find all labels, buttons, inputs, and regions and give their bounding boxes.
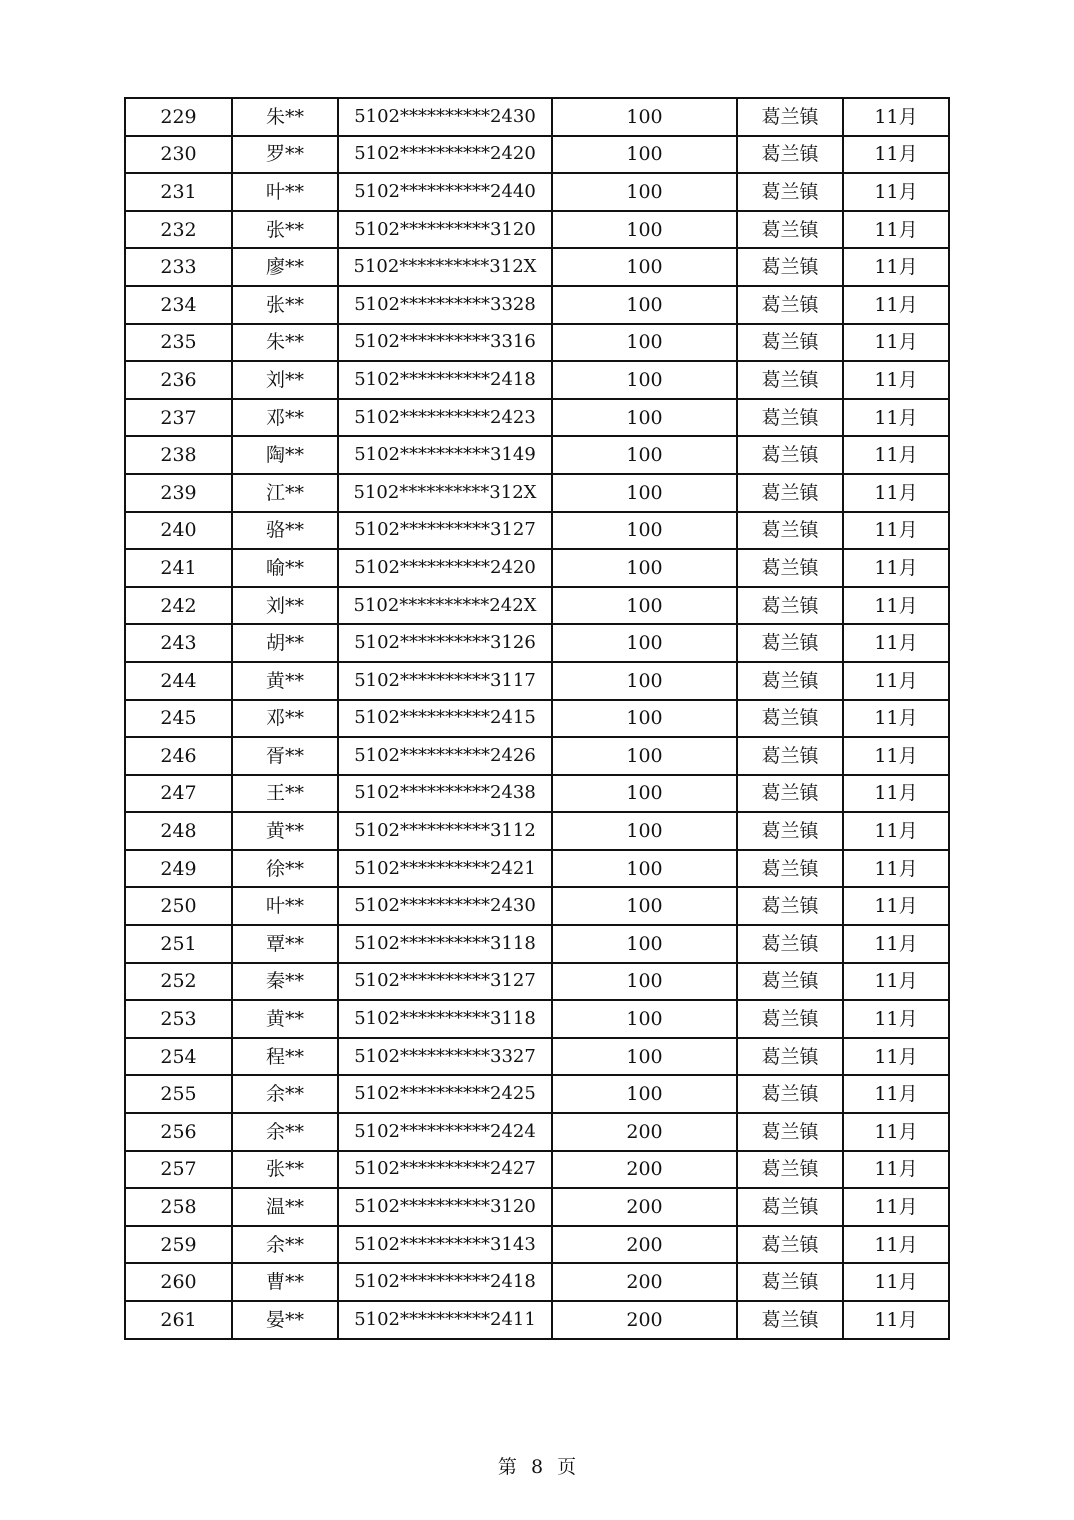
amount-cell: 100 [552,1038,737,1076]
name-cell: 张** [232,286,338,324]
row-number-cell: 253 [125,1000,232,1038]
table-row [125,1000,949,1038]
town-cell: 葛兰镇 [737,624,843,662]
amount-cell: 200 [552,1151,737,1189]
town-cell: 葛兰镇 [737,98,843,136]
row-number-cell: 238 [125,436,232,474]
town-cell: 葛兰镇 [737,436,843,474]
table-row [125,662,949,700]
row-number-cell: 255 [125,1075,232,1113]
table-row [125,624,949,662]
name-cell: 江** [232,474,338,512]
month-cell: 11月 [843,775,949,813]
footer-suffix: 页 [557,1456,577,1478]
id-number-cell: 5102**********3316 [338,324,552,362]
table-row [125,136,949,174]
name-cell: 程** [232,1038,338,1076]
table-row [125,587,949,625]
id-number-cell: 5102**********2425 [338,1075,552,1113]
table-row [125,887,949,925]
amount-cell: 100 [552,361,737,399]
id-number-cell: 5102**********2418 [338,361,552,399]
amount-cell: 100 [552,887,737,925]
town-cell: 葛兰镇 [737,1188,843,1226]
amount-cell: 100 [552,98,737,136]
town-cell: 葛兰镇 [737,737,843,775]
row-number-cell: 259 [125,1226,232,1264]
id-number-cell: 5102**********2421 [338,850,552,888]
table-row [125,1301,949,1339]
amount-cell: 100 [552,775,737,813]
town-cell: 葛兰镇 [737,173,843,211]
id-number-cell: 5102**********3143 [338,1226,552,1264]
town-cell: 葛兰镇 [737,775,843,813]
amount-cell: 200 [552,1113,737,1151]
table-row [125,361,949,399]
page-number: 8 [530,1456,544,1478]
town-cell: 葛兰镇 [737,1038,843,1076]
table-row [125,1151,949,1189]
id-number-cell: 5102**********3127 [338,963,552,1001]
amount-cell: 100 [552,436,737,474]
name-cell: 邓** [232,700,338,738]
id-number-cell: 5102**********3327 [338,1038,552,1076]
table-row [125,399,949,437]
id-number-cell: 5102**********3127 [338,512,552,550]
month-cell: 11月 [843,211,949,249]
id-number-cell: 5102**********312X [338,474,552,512]
month-cell: 11月 [843,248,949,286]
amount-cell: 100 [552,399,737,437]
id-number-cell: 5102**********3328 [338,286,552,324]
row-number-cell: 233 [125,248,232,286]
id-number-cell: 5102**********3149 [338,436,552,474]
town-cell: 葛兰镇 [737,1301,843,1339]
row-number-cell: 254 [125,1038,232,1076]
row-number-cell: 240 [125,512,232,550]
amount-cell: 100 [552,1000,737,1038]
id-number-cell: 5102**********2415 [338,700,552,738]
table-row [125,324,949,362]
month-cell: 11月 [843,436,949,474]
town-cell: 葛兰镇 [737,136,843,174]
amount-cell: 100 [552,925,737,963]
id-number-cell: 5102**********3118 [338,925,552,963]
town-cell: 葛兰镇 [737,324,843,362]
month-cell: 11月 [843,587,949,625]
table-row [125,812,949,850]
amount-cell: 200 [552,1301,737,1339]
amount-cell: 100 [552,549,737,587]
row-number-cell: 252 [125,963,232,1001]
name-cell: 叶** [232,887,338,925]
month-cell: 11月 [843,549,949,587]
table-row [125,1113,949,1151]
table-row [125,248,949,286]
amount-cell: 100 [552,812,737,850]
id-number-cell: 5102**********2420 [338,136,552,174]
town-cell: 葛兰镇 [737,700,843,738]
month-cell: 11月 [843,1263,949,1301]
month-cell: 11月 [843,925,949,963]
amount-cell: 100 [552,286,737,324]
town-cell: 葛兰镇 [737,1151,843,1189]
town-cell: 葛兰镇 [737,925,843,963]
amount-cell: 100 [552,662,737,700]
town-cell: 葛兰镇 [737,1000,843,1038]
name-cell: 王** [232,775,338,813]
page-footer [0,1455,1074,1479]
town-cell: 葛兰镇 [737,587,843,625]
row-number-cell: 237 [125,399,232,437]
table-row [125,512,949,550]
row-number-cell: 251 [125,925,232,963]
amount-cell: 100 [552,587,737,625]
name-cell: 刘** [232,587,338,625]
name-cell: 胥** [232,737,338,775]
month-cell: 11月 [843,474,949,512]
name-cell: 曹** [232,1263,338,1301]
id-number-cell: 5102**********2438 [338,775,552,813]
month-cell: 11月 [843,1301,949,1339]
table-row [125,850,949,888]
town-cell: 葛兰镇 [737,1263,843,1301]
id-number-cell: 5102**********3112 [338,812,552,850]
id-number-cell: 5102**********2420 [338,549,552,587]
town-cell: 葛兰镇 [737,1113,843,1151]
name-cell: 晏** [232,1301,338,1339]
row-number-cell: 250 [125,887,232,925]
month-cell: 11月 [843,1188,949,1226]
row-number-cell: 231 [125,173,232,211]
row-number-cell: 235 [125,324,232,362]
town-cell: 葛兰镇 [737,512,843,550]
row-number-cell: 245 [125,700,232,738]
table-row [125,1075,949,1113]
month-cell: 11月 [843,662,949,700]
month-cell: 11月 [843,850,949,888]
name-cell: 余** [232,1226,338,1264]
table-row [125,1188,949,1226]
amount-cell: 200 [552,1188,737,1226]
table-row [125,549,949,587]
id-number-cell: 5102**********3126 [338,624,552,662]
month-cell: 11月 [843,1151,949,1189]
row-number-cell: 230 [125,136,232,174]
month-cell: 11月 [843,324,949,362]
town-cell: 葛兰镇 [737,286,843,324]
amount-cell: 200 [552,1263,737,1301]
row-number-cell: 239 [125,474,232,512]
month-cell: 11月 [843,1038,949,1076]
month-cell: 11月 [843,963,949,1001]
town-cell: 葛兰镇 [737,887,843,925]
footer-prefix: 第 [497,1456,517,1478]
month-cell: 11月 [843,1113,949,1151]
row-number-cell: 244 [125,662,232,700]
amount-cell: 100 [552,737,737,775]
id-number-cell: 5102**********2411 [338,1301,552,1339]
row-number-cell: 247 [125,775,232,813]
table-row [125,474,949,512]
table-row [125,1226,949,1264]
month-cell: 11月 [843,361,949,399]
id-number-cell: 5102**********2427 [338,1151,552,1189]
name-cell: 喻** [232,549,338,587]
name-cell: 黄** [232,812,338,850]
town-cell: 葛兰镇 [737,1226,843,1264]
name-cell: 余** [232,1113,338,1151]
row-number-cell: 256 [125,1113,232,1151]
row-number-cell: 246 [125,737,232,775]
month-cell: 11月 [843,98,949,136]
id-number-cell: 5102**********2440 [338,173,552,211]
town-cell: 葛兰镇 [737,812,843,850]
month-cell: 11月 [843,1226,949,1264]
town-cell: 葛兰镇 [737,850,843,888]
amount-cell: 200 [552,1226,737,1264]
month-cell: 11月 [843,136,949,174]
name-cell: 邓** [232,399,338,437]
id-number-cell: 5102**********312X [338,248,552,286]
table-row [125,1038,949,1076]
table-row [125,98,949,136]
town-cell: 葛兰镇 [737,1075,843,1113]
id-number-cell: 5102**********2423 [338,399,552,437]
amount-cell: 100 [552,173,737,211]
id-number-cell: 5102**********3120 [338,211,552,249]
row-number-cell: 243 [125,624,232,662]
name-cell: 黄** [232,1000,338,1038]
id-number-cell: 5102**********2430 [338,887,552,925]
month-cell: 11月 [843,512,949,550]
table-row [125,737,949,775]
town-cell: 葛兰镇 [737,662,843,700]
name-cell: 罗** [232,136,338,174]
amount-cell: 100 [552,211,737,249]
amount-cell: 100 [552,136,737,174]
month-cell: 11月 [843,887,949,925]
name-cell: 温** [232,1188,338,1226]
amount-cell: 100 [552,474,737,512]
town-cell: 葛兰镇 [737,474,843,512]
month-cell: 11月 [843,286,949,324]
id-number-cell: 5102**********3120 [338,1188,552,1226]
name-cell: 胡** [232,624,338,662]
row-number-cell: 236 [125,361,232,399]
name-cell: 骆** [232,512,338,550]
name-cell: 叶** [232,173,338,211]
name-cell: 朱** [232,324,338,362]
amount-cell: 100 [552,850,737,888]
row-number-cell: 260 [125,1263,232,1301]
row-number-cell: 229 [125,98,232,136]
town-cell: 葛兰镇 [737,963,843,1001]
name-cell: 覃** [232,925,338,963]
town-cell: 葛兰镇 [737,361,843,399]
name-cell: 黄** [232,662,338,700]
row-number-cell: 249 [125,850,232,888]
name-cell: 余** [232,1075,338,1113]
name-cell: 徐** [232,850,338,888]
amount-cell: 100 [552,963,737,1001]
month-cell: 11月 [843,812,949,850]
table-row [125,286,949,324]
name-cell: 朱** [232,98,338,136]
amount-cell: 100 [552,624,737,662]
month-cell: 11月 [843,737,949,775]
row-number-cell: 261 [125,1301,232,1339]
name-cell: 张** [232,211,338,249]
month-cell: 11月 [843,173,949,211]
town-cell: 葛兰镇 [737,549,843,587]
table-row [125,700,949,738]
id-number-cell: 5102**********242X [338,587,552,625]
roster-table-body [125,98,949,1339]
amount-cell: 100 [552,700,737,738]
amount-cell: 100 [552,248,737,286]
table-row [125,173,949,211]
month-cell: 11月 [843,1000,949,1038]
id-number-cell: 5102**********2424 [338,1113,552,1151]
town-cell: 葛兰镇 [737,399,843,437]
row-number-cell: 242 [125,587,232,625]
row-number-cell: 257 [125,1151,232,1189]
name-cell: 秦** [232,963,338,1001]
table-row [125,775,949,813]
name-cell: 陶** [232,436,338,474]
month-cell: 11月 [843,700,949,738]
town-cell: 葛兰镇 [737,248,843,286]
row-number-cell: 234 [125,286,232,324]
row-number-cell: 232 [125,211,232,249]
table-row [125,963,949,1001]
table-row [125,1263,949,1301]
month-cell: 11月 [843,624,949,662]
roster-table [124,97,950,1340]
name-cell: 张** [232,1151,338,1189]
table-row [125,436,949,474]
town-cell: 葛兰镇 [737,211,843,249]
month-cell: 11月 [843,399,949,437]
month-cell: 11月 [843,1075,949,1113]
name-cell: 廖** [232,248,338,286]
table-row [125,211,949,249]
amount-cell: 100 [552,324,737,362]
id-number-cell: 5102**********2426 [338,737,552,775]
id-number-cell: 5102**********3118 [338,1000,552,1038]
name-cell: 刘** [232,361,338,399]
table-row [125,925,949,963]
amount-cell: 100 [552,1075,737,1113]
id-number-cell: 5102**********2418 [338,1263,552,1301]
id-number-cell: 5102**********3117 [338,662,552,700]
id-number-cell: 5102**********2430 [338,98,552,136]
amount-cell: 100 [552,512,737,550]
row-number-cell: 248 [125,812,232,850]
row-number-cell: 258 [125,1188,232,1226]
row-number-cell: 241 [125,549,232,587]
